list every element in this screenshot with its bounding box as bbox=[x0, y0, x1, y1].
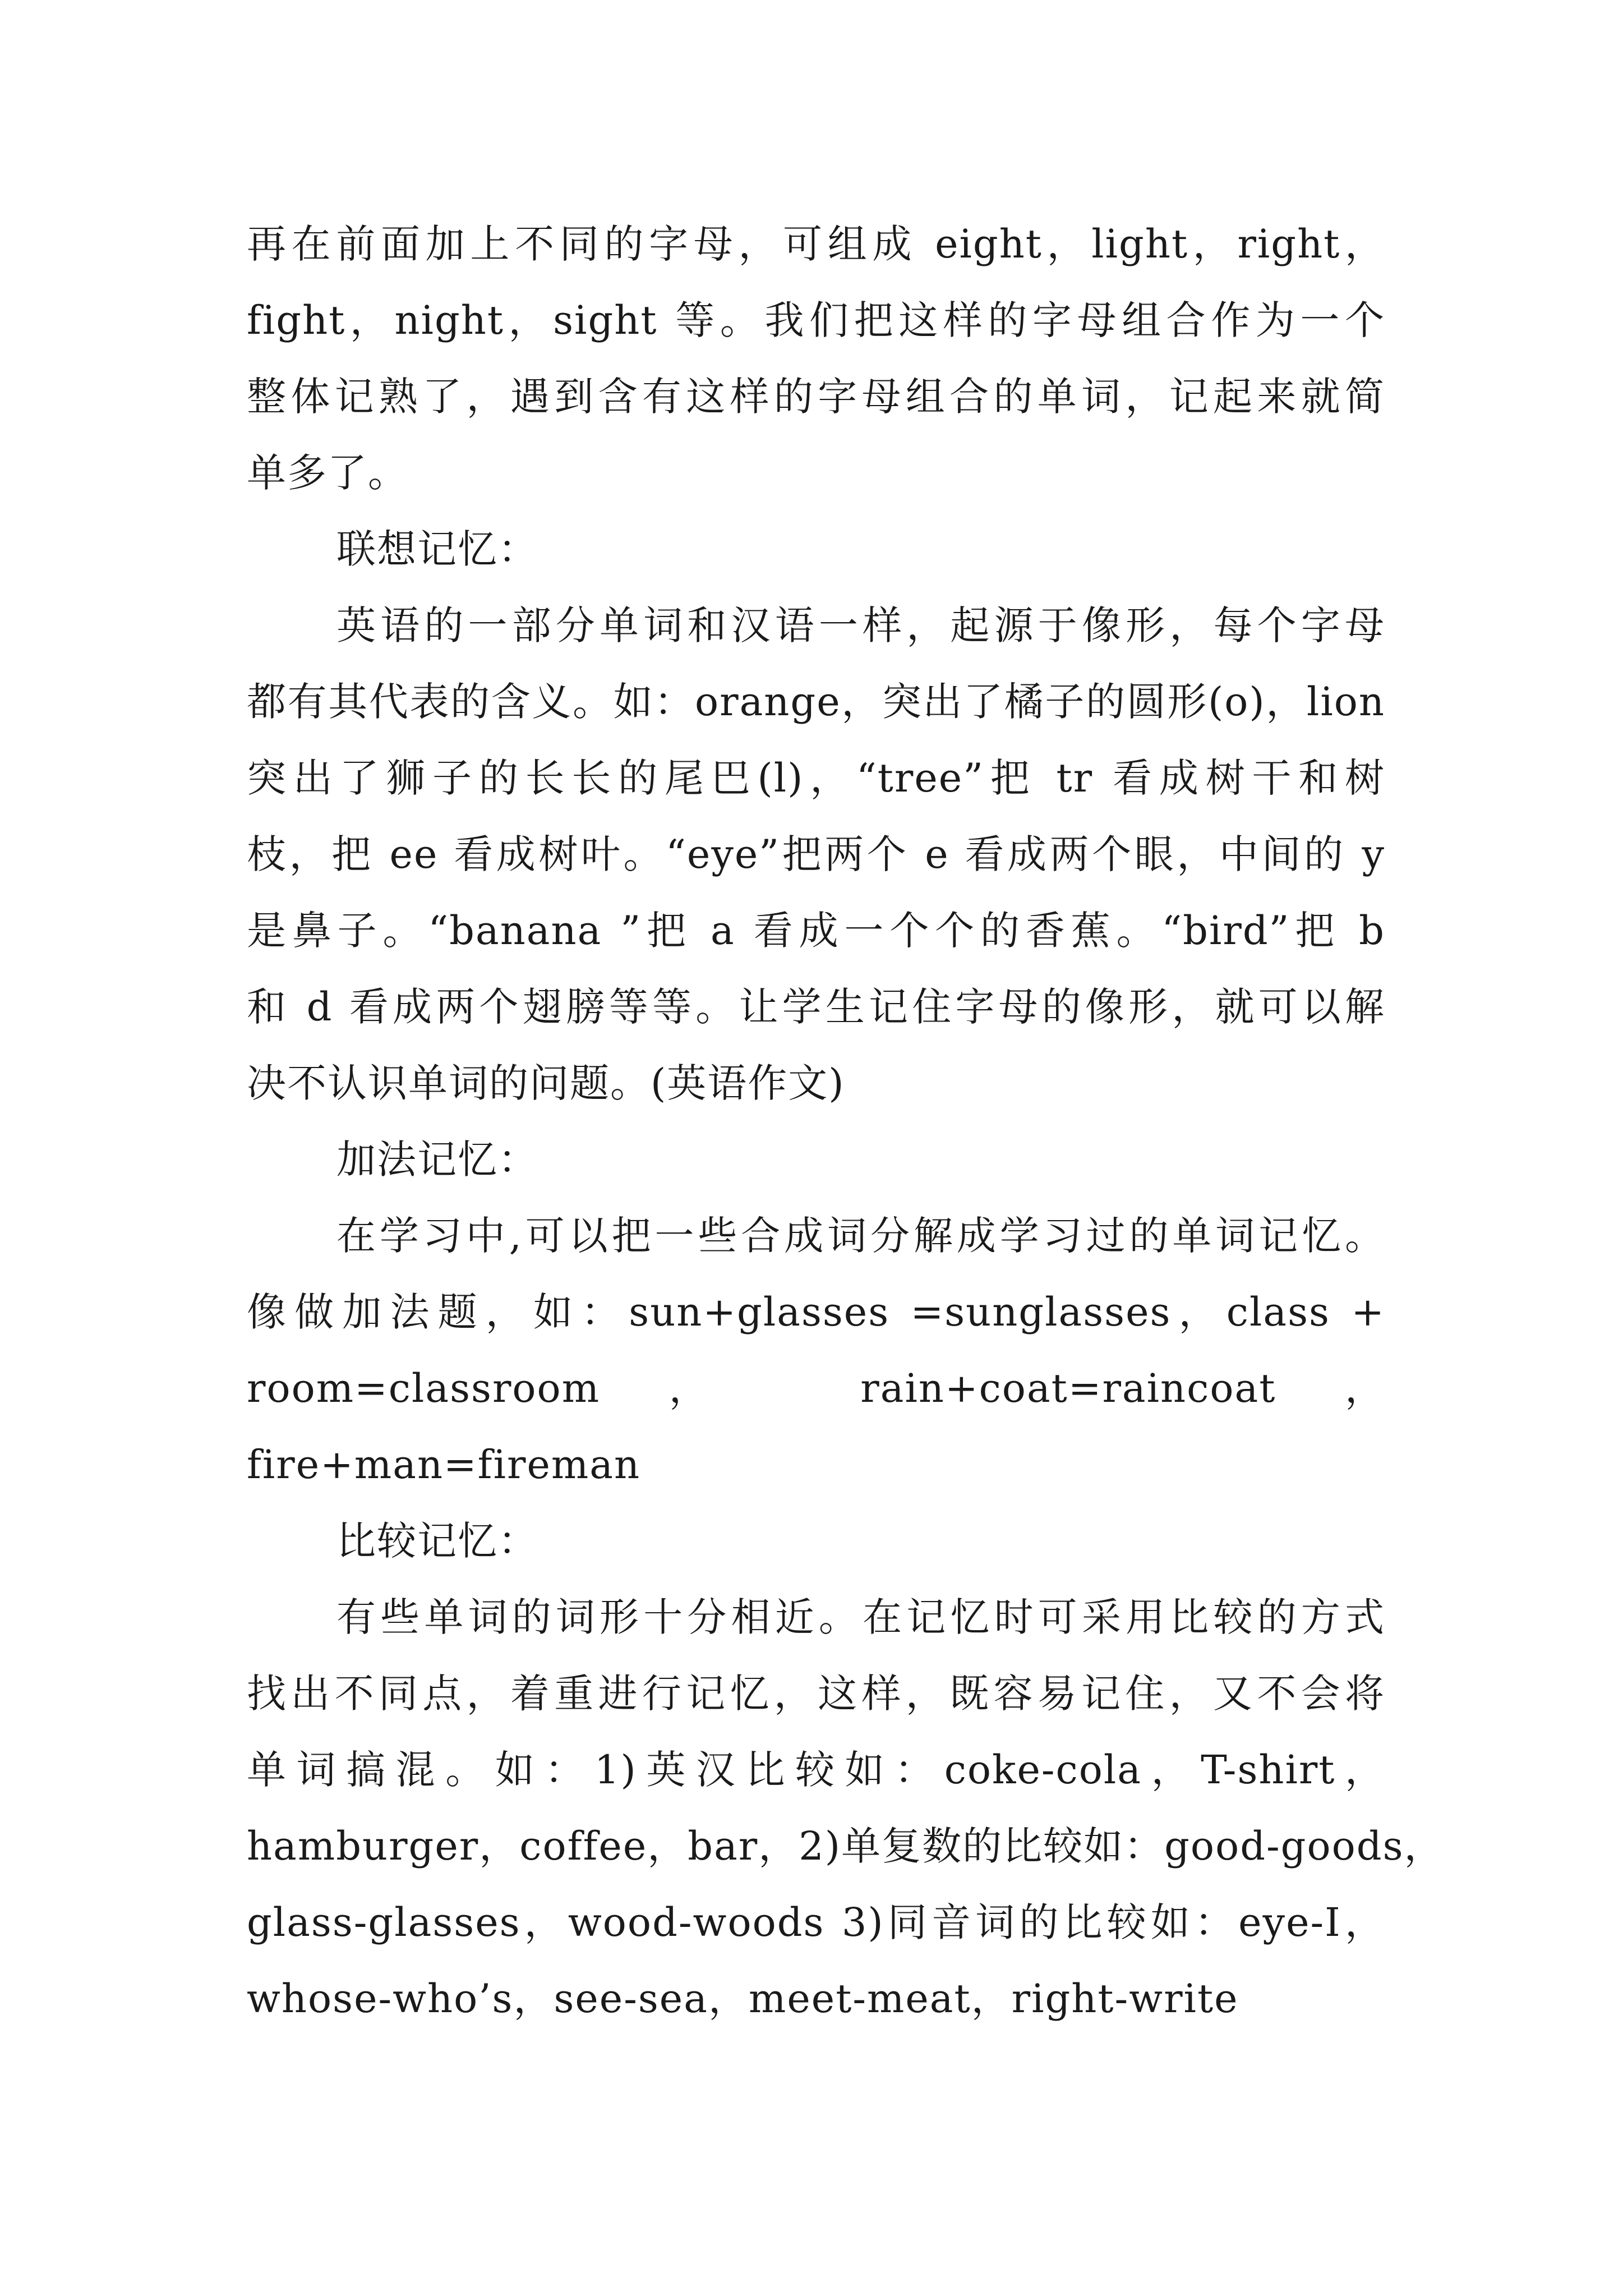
paragraph-line: 在学习中,可以把一些合成词分解成学习过的单词记忆。 bbox=[336, 1213, 1385, 1259]
paragraph-line: room=classroom， rain+coat=raincoat， bbox=[247, 1365, 1385, 1411]
section-heading: 比较记忆： bbox=[336, 1518, 538, 1564]
paragraph-line: 整体记熟了，遇到含有这样的字母组合的单词，记起来就简 bbox=[247, 374, 1385, 420]
paragraph-line: 决不认识单词的问题。(英语作文) bbox=[247, 1060, 845, 1106]
paragraph-line: 英语的一部分单词和汉语一样，起源于像形，每个字母 bbox=[336, 602, 1385, 648]
section-heading: 联想记忆： bbox=[336, 526, 538, 572]
section-heading: 加法记忆： bbox=[336, 1137, 538, 1182]
paragraph-line: 都有其代表的含义。如：orange，突出了橘子的圆形(o)，lion bbox=[247, 679, 1385, 725]
paragraph-line: 有些单词的词形十分相近。在记忆时可采用比较的方式 bbox=[336, 1594, 1385, 1640]
paragraph-line: 像做加法题，如：sun+glasses =sunglasses，class + bbox=[247, 1289, 1385, 1335]
paragraph-line: 突出了狮子的长长的尾巴(l)，“tree”把 tr 看成树干和树 bbox=[247, 755, 1385, 801]
paragraph-line: 是鼻子。“banana ”把 a 看成一个个的香蕉。“bird”把 b bbox=[247, 908, 1385, 954]
paragraph-line: 找出不同点，着重进行记忆，这样，既容易记住，又不会将 bbox=[247, 1671, 1385, 1717]
paragraph-line: 枝，把 ee 看成树叶。“eye”把两个 e 看成两个眼，中间的 y bbox=[247, 831, 1385, 877]
paragraph-line: 单多了。 bbox=[247, 450, 408, 496]
paragraph-line: 再在前面加上不同的字母，可组成 eight，light，right， bbox=[247, 221, 1385, 267]
paragraph-line: fight，night，sight 等。我们把这样的字母组合作为一个 bbox=[247, 297, 1385, 343]
paragraph-line: fire+man=fireman bbox=[247, 1442, 641, 1488]
paragraph-line: 和 d 看成两个翅膀等等。让学生记住字母的像形，就可以解 bbox=[247, 984, 1385, 1030]
paragraph-line: 单词搞混。如：1)英汉比较如：coke-cola，T-shirt， bbox=[247, 1747, 1385, 1793]
paragraph-line: whose-who’s，see-sea，meet-meat，right-write bbox=[247, 1976, 1239, 2022]
paragraph-line: glass-glasses，wood-woods 3)同音词的比较如：eye-I， bbox=[247, 1899, 1385, 1945]
paragraph-line: hamburger，coffee，bar，2)单复数的比较如：good-goods， bbox=[247, 1823, 1445, 1869]
